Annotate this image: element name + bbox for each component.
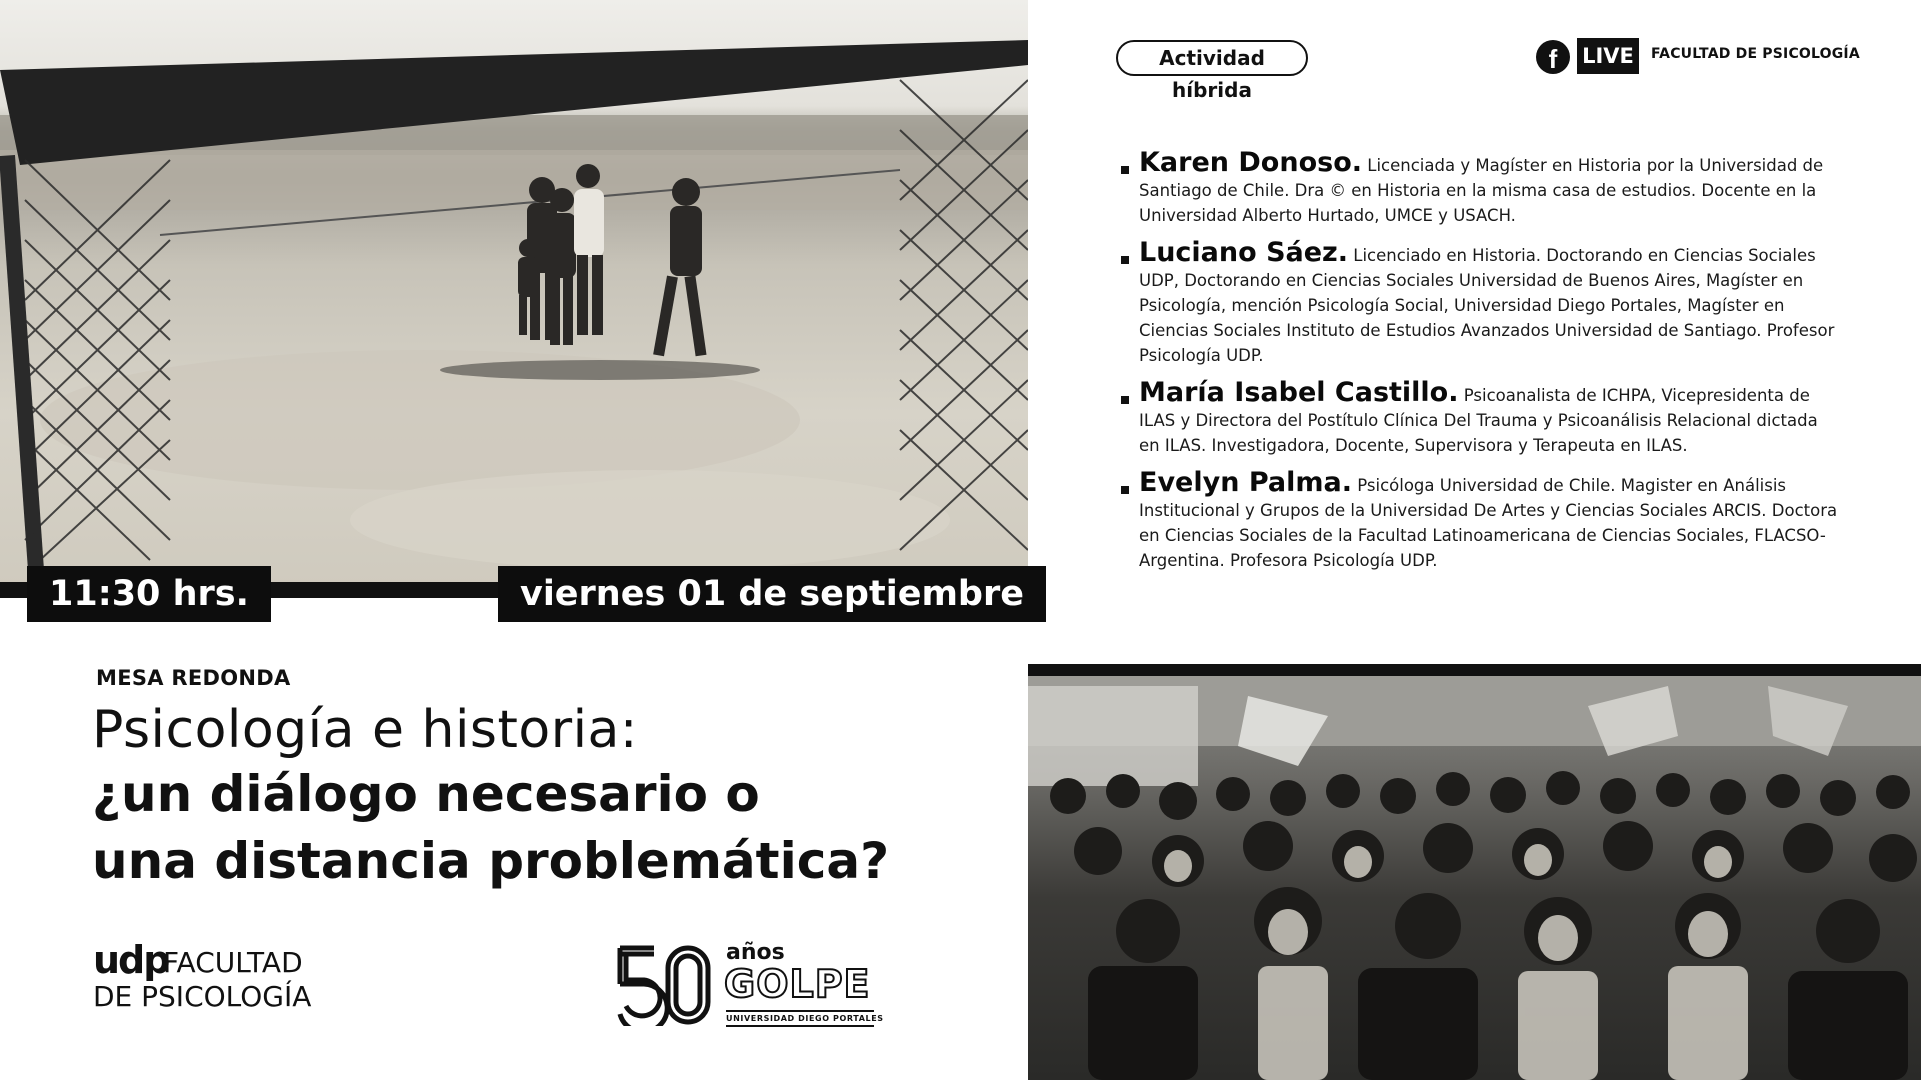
bullet-icon bbox=[1121, 256, 1129, 264]
speaker-name: Evelyn Palma. bbox=[1139, 467, 1352, 498]
event-title-line3: una distancia problemática? bbox=[92, 832, 890, 890]
golpe-caption: UNIVERSIDAD DIEGO PORTALES bbox=[726, 1014, 884, 1023]
bullet-icon bbox=[1121, 166, 1129, 174]
speaker-item bbox=[1120, 467, 1840, 573]
speaker-item bbox=[1120, 237, 1840, 368]
event-kicker: MESA REDONDA bbox=[96, 666, 291, 690]
hybrid-activity-badge: Actividad híbrida bbox=[1116, 40, 1308, 76]
udp-faculty-line1: FACULTAD bbox=[163, 946, 303, 979]
crowd-photo-top-bar bbox=[1028, 664, 1921, 676]
fifty-years-golpe-logo bbox=[614, 940, 884, 1030]
event-title-line1: Psicología e historia: bbox=[92, 700, 638, 760]
bullet-icon bbox=[1121, 486, 1129, 494]
speaker-item bbox=[1120, 147, 1840, 228]
udp-faculty-line2: DE PSICOLOGÍA bbox=[93, 980, 312, 1013]
fifty-mark-icon bbox=[614, 944, 714, 1026]
golpe-rule bbox=[726, 1010, 874, 1012]
udp-wordmark: udp bbox=[93, 938, 169, 982]
bullet-icon bbox=[1121, 396, 1129, 404]
photo-crowd-illustration bbox=[1028, 676, 1921, 1080]
speaker-bio: Psicóloga Universidad de Chile. Magister en Análisis Institucional y Grupos de la Universidad De Artes y Ciencias Sociales ARCIS. Doctora en Ciencias Sociales de la Facultad Latinoamericana de Ciencias Sociales, FLACSO-Argentina. Profesora Psicología UDP. bbox=[1139, 476, 1838, 570]
live-badge[interactable]: LIVE bbox=[1577, 38, 1639, 74]
speaker-name: María Isabel Castillo. bbox=[1139, 377, 1459, 408]
faculty-header-label: FACULTAD DE PSICOLOGÍA bbox=[1651, 46, 1860, 62]
speaker-name: Karen Donoso. bbox=[1139, 147, 1363, 178]
event-time: 11:30 hrs. bbox=[27, 566, 271, 622]
speaker-bio: Licenciado en Historia. Doctorando en Ciencias Sociales UDP, Doctorando en Ciencias Sociales Universidad de Buenos Aires, Magíster en Psicología, mención Psicología Social, Universidad Diego Portales, Magíster en Ciencias Sociales Instituto de Estudios Avanzados Universidad de Santiago. Profesor Psicología UDP. bbox=[1139, 246, 1835, 365]
speaker-item bbox=[1120, 377, 1840, 458]
photo-crowd bbox=[1028, 676, 1921, 1080]
speaker-bio: Psicoanalista de ICHPA, Vicepresidenta de ILAS y Directora del Postítulo Clínica Del Trauma y Psicoanálisis Relacional dictada en ILAS. Investigadora, Docente, Supervisora y Terapeuta en ILAS. bbox=[1139, 386, 1818, 455]
golpe-label: GOLPE bbox=[724, 962, 871, 1006]
speaker-bio: Licenciada y Magíster en Historia por la Universidad de Santiago de Chile. Dra © en Historia en la misma casa de estudios. Docente en la Universidad Alberto Hurtado, UMCE y USACH. bbox=[1139, 156, 1824, 225]
speakers-list bbox=[1120, 147, 1840, 585]
event-date: viernes 01 de septiembre bbox=[498, 566, 1046, 622]
speaker-name: Luciano Sáez. bbox=[1139, 237, 1349, 268]
anos-label: años bbox=[726, 940, 785, 965]
event-title-line2: ¿un diálogo necesario o bbox=[92, 765, 760, 823]
facebook-icon[interactable]: f bbox=[1536, 40, 1570, 74]
golpe-rule-bottom bbox=[726, 1025, 874, 1027]
photo-field-illustration bbox=[0, 0, 1028, 590]
photo-field-fence bbox=[0, 0, 1028, 590]
